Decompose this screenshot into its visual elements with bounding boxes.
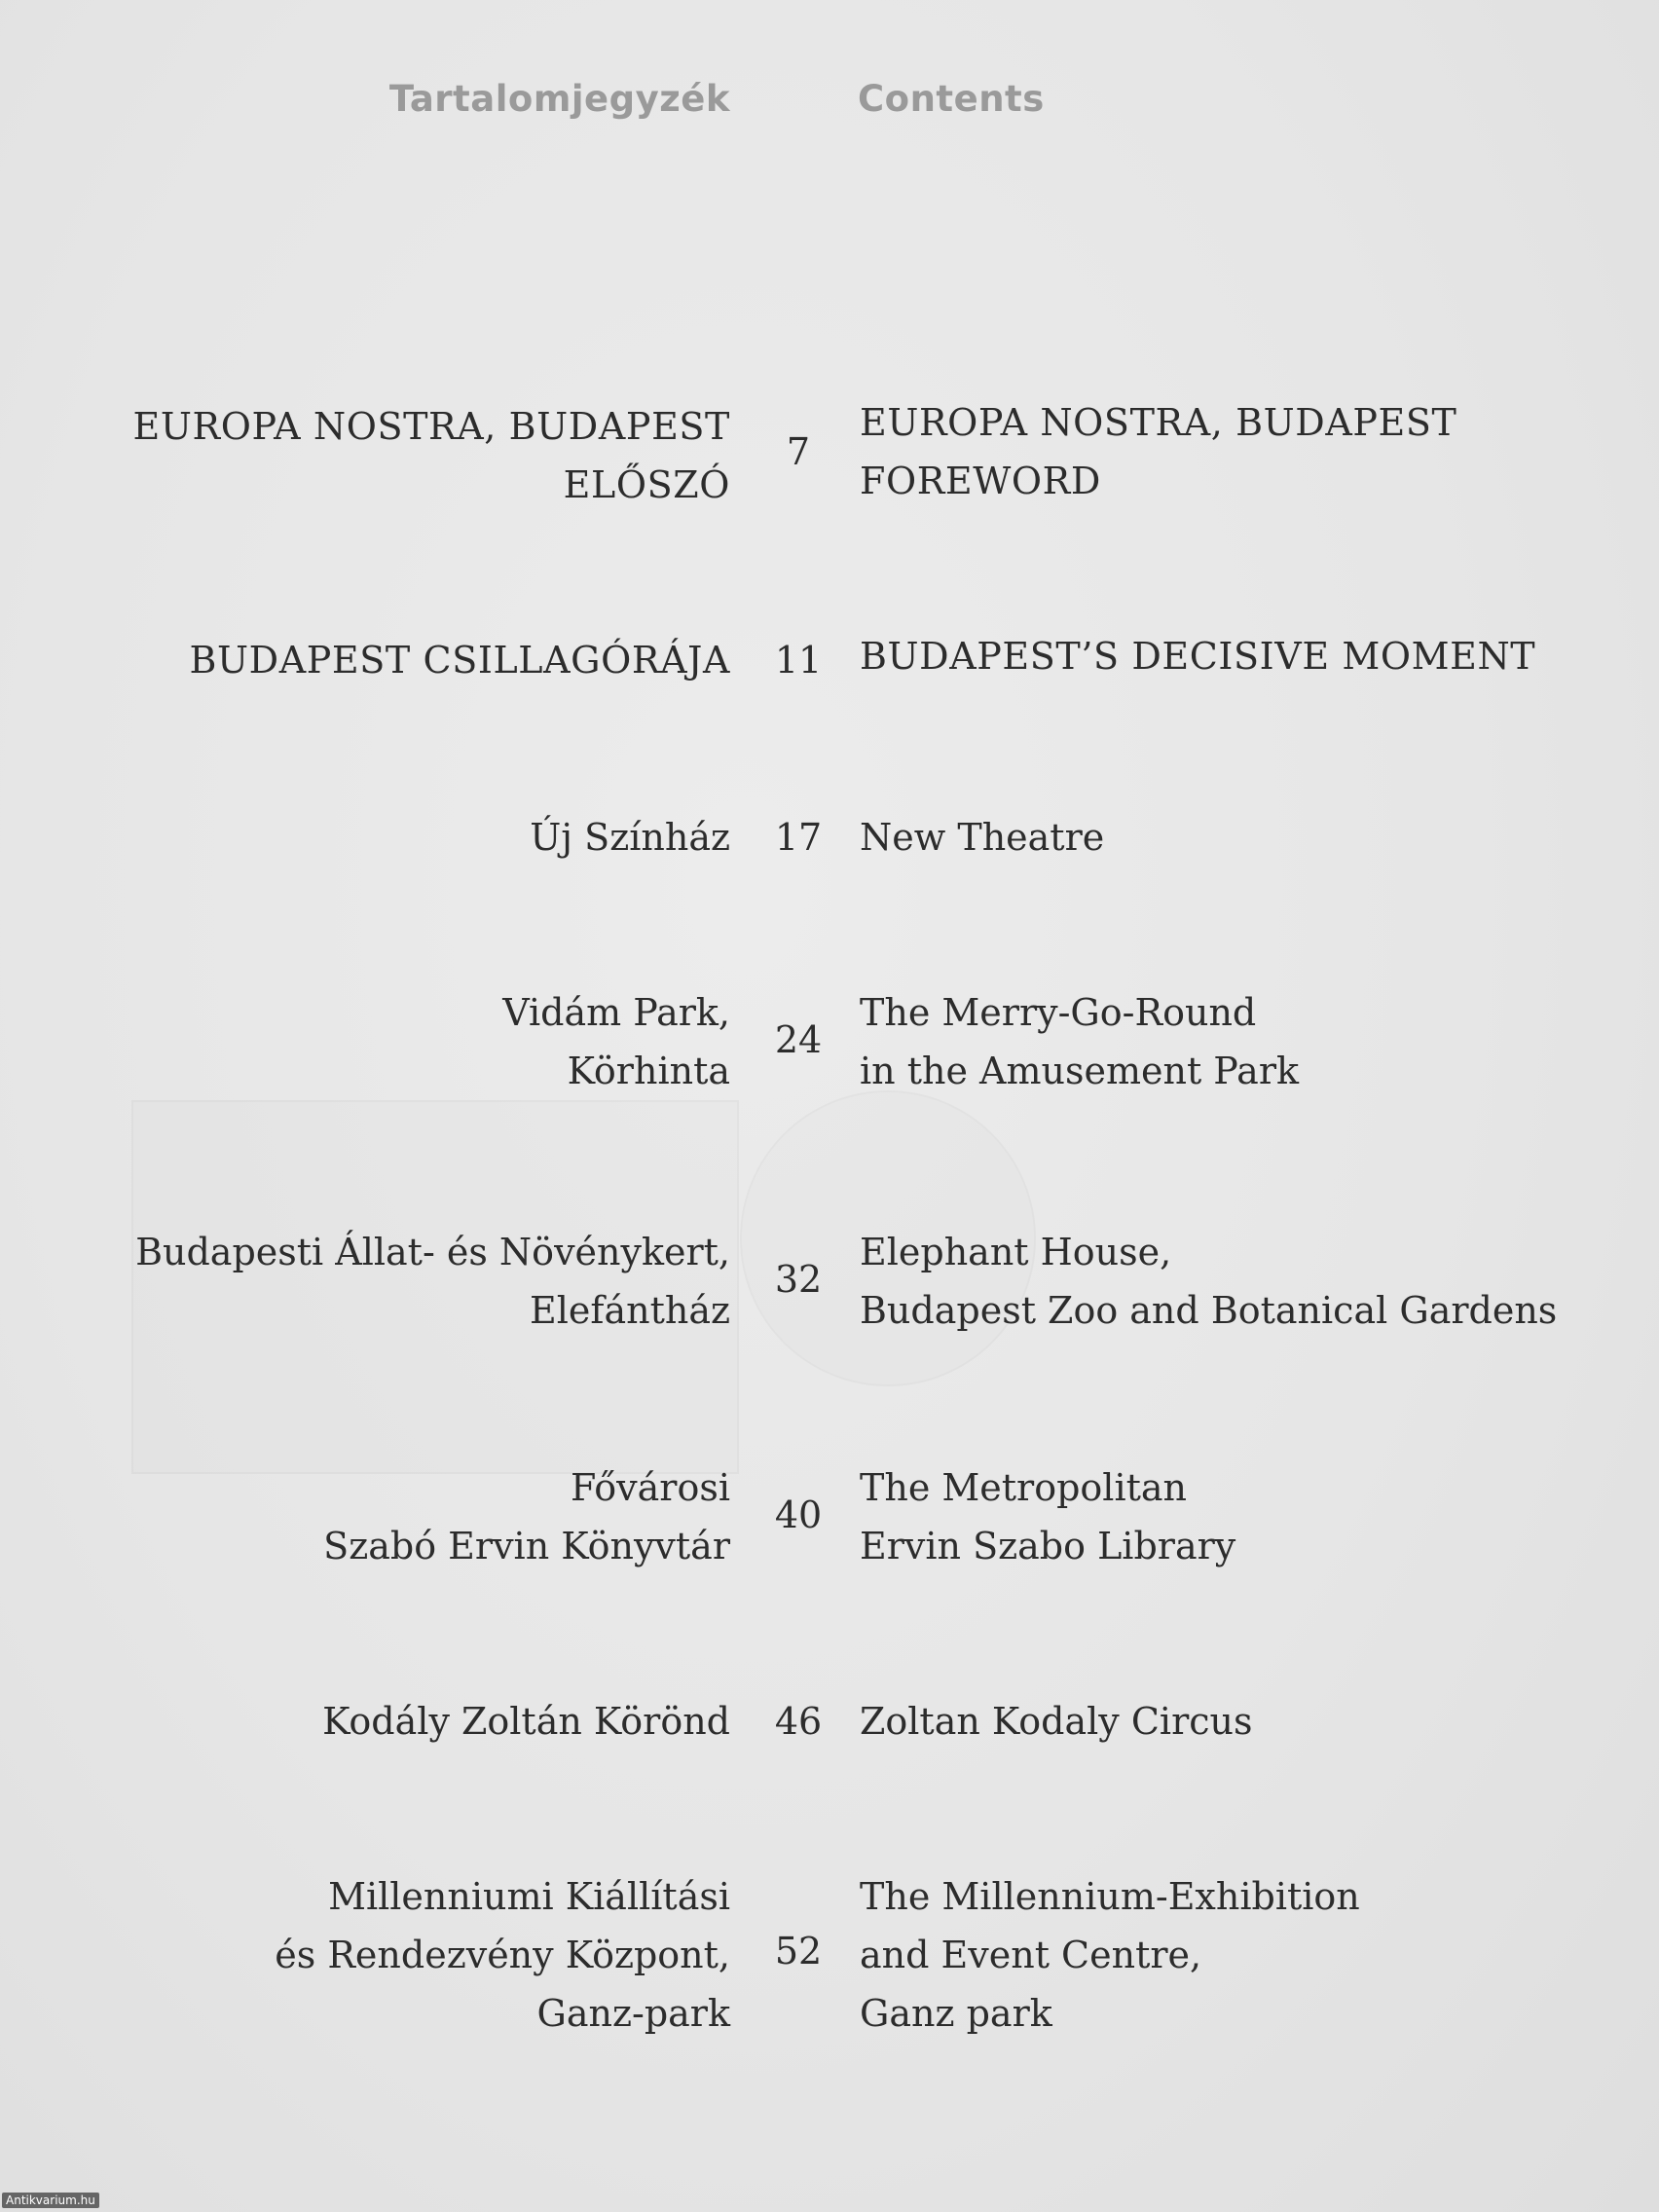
hungarian-title [0,1458,730,1575]
english-title-line: The Metropolitan [860,1466,1188,1509]
hungarian-title-line: Kodály Zoltán Körönd [322,1700,730,1743]
english-title-line: Elephant House, [860,1231,1172,1273]
page-number: 32 [774,1258,823,1301]
english-title-line: Ervin Szabo Library [860,1525,1236,1567]
english-title-line: Zoltan Kodaly Circus [860,1700,1253,1743]
hungarian-title-line: Fővárosi [571,1466,730,1509]
hungarian-title-line: EUROPA NOSTRA, BUDAPEST [132,405,730,448]
page-number: 11 [774,639,823,682]
english-title-line: in the Amusement Park [860,1050,1300,1092]
page-number: 7 [786,430,811,473]
page-number: 52 [774,1930,823,1972]
page-number: 24 [774,1018,823,1061]
hungarian-title-line: BUDAPEST CSILLAGÓRÁJA [189,639,730,682]
english-title-line: The Merry-Go-Round [860,991,1257,1034]
hungarian-title-line: Körhinta [567,1050,730,1092]
hungarian-title [0,808,730,866]
english-title [860,631,1639,685]
english-title [860,983,1639,1100]
english-title-line: FOREWORD [860,460,1101,502]
heading-english: Contents [858,78,1045,120]
hungarian-title-line: Budapesti Állat- és Növénykert, [135,1231,730,1273]
english-title [860,1692,1639,1751]
hungarian-title [0,397,730,514]
hungarian-title [0,631,730,689]
english-title-line: The Millennium-Exhibition [860,1875,1360,1918]
english-title [860,397,1639,510]
english-title [860,808,1639,866]
hungarian-title [0,1223,730,1340]
hungarian-title-line: és Rendezvény Központ, [275,1934,730,1976]
english-title-line: Budapest Zoo and Botanical Gardens [860,1289,1558,1332]
hungarian-title [0,1692,730,1751]
english-title-line: New Theatre [860,816,1105,859]
site-watermark: Antikvarium.hu [2,2193,99,2208]
hungarian-title-line: ELŐSZÓ [563,463,730,506]
page-number: 46 [774,1700,823,1743]
english-title [860,1458,1639,1575]
english-title-line: EUROPA NOSTRA, BUDAPEST [860,401,1457,444]
page-number: 17 [774,816,823,859]
hungarian-title [0,983,730,1100]
hungarian-title-line: Millenniumi Kiállítási [328,1875,730,1918]
english-title [860,1867,1639,2043]
hungarian-title-line: Új Színház [530,816,730,859]
english-title-line: BUDAPEST’S DECISIVE MOMENT [860,635,1536,678]
english-title [860,1223,1639,1340]
page-number: 40 [774,1493,823,1536]
hungarian-title [0,1867,730,2043]
heading-hungarian: Tartalomjegyzék [388,78,730,120]
english-title-line: and Event Centre, [860,1934,1202,1976]
hungarian-title-line: Ganz-park [536,1992,730,2035]
english-title-line: Ganz park [860,1992,1052,2035]
hungarian-title-line: Vidám Park, [502,991,730,1034]
hungarian-title-line: Szabó Ervin Könyvtár [323,1525,730,1567]
hungarian-title-line: Elefántház [530,1289,730,1332]
